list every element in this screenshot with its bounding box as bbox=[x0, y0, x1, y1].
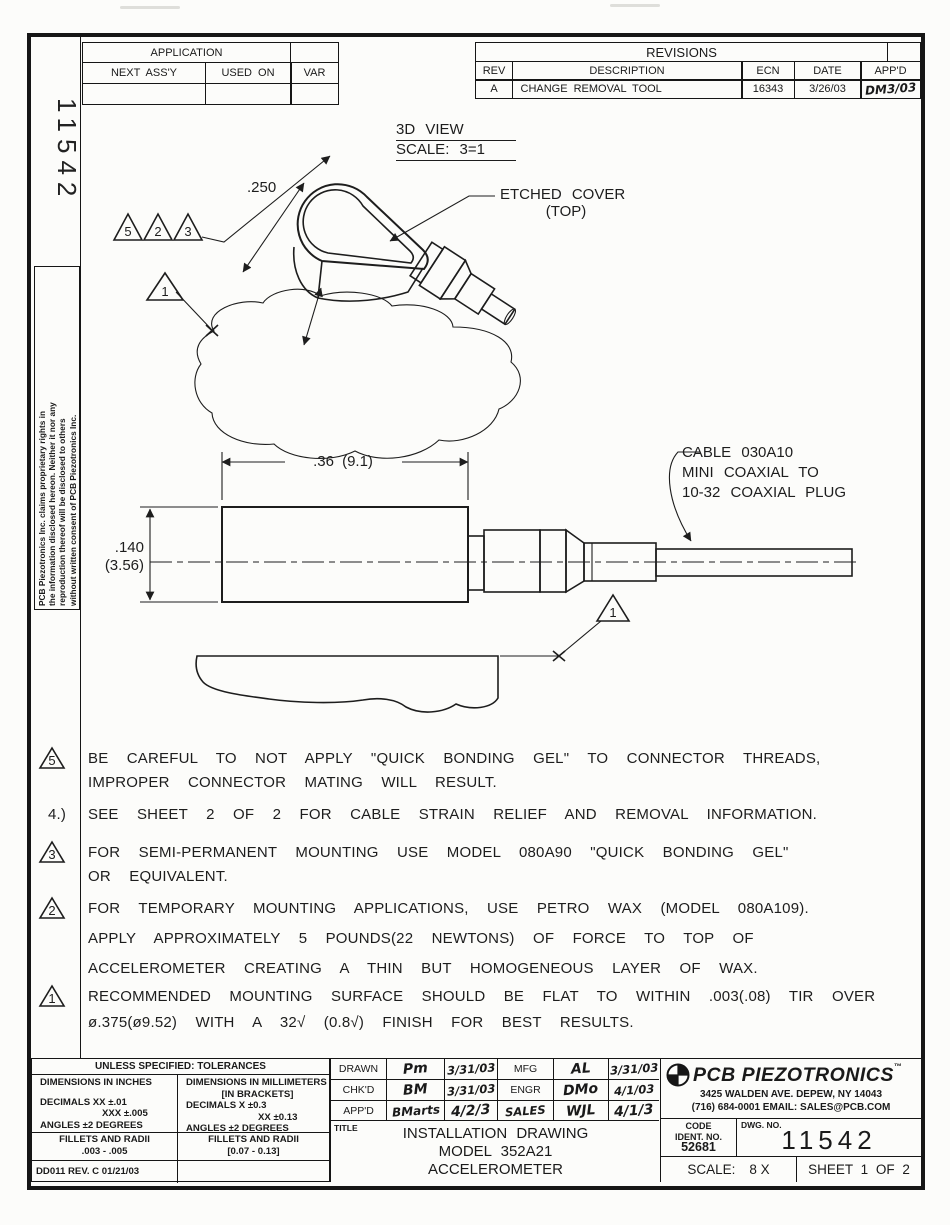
signoff-mfg-label: MFG bbox=[498, 1059, 554, 1080]
flag-number-2: 2 bbox=[154, 224, 162, 239]
note5-line2: IMPROPER CONNECTOR MATING WILL RESULT. bbox=[88, 774, 497, 791]
scale-label: SCALE: bbox=[687, 1162, 736, 1177]
dim-250-line bbox=[243, 183, 304, 272]
signoff-chkd-label: CHK'D bbox=[331, 1080, 387, 1101]
note1-line2: ø.375(ø9.52) WITH A 32√ (0.8√) FINISH FOR BEST RESULTS. bbox=[88, 1014, 634, 1031]
note5-flag-number: 5 bbox=[48, 753, 56, 768]
handwritten-mfg-name: AL bbox=[570, 1060, 592, 1078]
sheet-number: SHEET 1 OF 2 bbox=[808, 1162, 910, 1177]
signoff-mfg-name bbox=[554, 1059, 609, 1080]
3d-view-caption bbox=[396, 121, 516, 161]
mounting-surface-section bbox=[196, 656, 498, 712]
body-side bbox=[222, 507, 468, 602]
handwritten-sales-date: 4/1/3 bbox=[613, 1101, 655, 1120]
note5-flag bbox=[38, 746, 66, 771]
note2-line2: APPLY APPROXIMATELY 5 POUNDS(22 NEWTONS) OF FORCE TO TOP OF bbox=[88, 930, 754, 947]
code-label-2: IDENT. NO. bbox=[674, 1131, 722, 1142]
revision-row-ecn: 16343 bbox=[741, 79, 795, 99]
revisions-col-description: DESCRIPTION bbox=[512, 61, 743, 81]
signoff-sales-date bbox=[609, 1101, 659, 1121]
revision-row-date: 3/26/03 bbox=[794, 79, 862, 99]
handwritten-appd-date: 4/2/3 bbox=[450, 1101, 492, 1120]
proprietary-line: the information disclosed hereon. Neither it nor any bbox=[47, 402, 58, 606]
note4-line1: SEE SHEET 2 OF 2 FOR CABLE STRAIN RELIEF AND REMOVAL INFORMATION. bbox=[88, 806, 818, 823]
note2-flag bbox=[38, 896, 66, 921]
handwritten-engr-name: DMo bbox=[562, 1080, 600, 1100]
dim-36-label: .36 (9.1) bbox=[313, 453, 373, 470]
cable-label-line3: 10-32 COAXIAL PLUG bbox=[682, 484, 847, 501]
code-ident-number: 52681 bbox=[681, 1140, 716, 1154]
handwritten-chkd-name: BM bbox=[402, 1081, 429, 1099]
revisions-col-ecn: ECN bbox=[741, 61, 795, 81]
signoff-drawn-date bbox=[445, 1059, 498, 1080]
tol-inches-fillets1: FILLETS AND RADII bbox=[59, 1134, 150, 1145]
note3-flag-number: 3 bbox=[48, 847, 56, 862]
signoff-appd-name bbox=[387, 1101, 445, 1121]
connector-nut bbox=[484, 530, 540, 592]
proprietary-line: reproduction thereof will be disclosed to others bbox=[57, 418, 68, 606]
signoff-appd-date bbox=[445, 1101, 498, 1121]
connector-knurl bbox=[540, 530, 566, 592]
application-title: APPLICATION bbox=[82, 42, 291, 63]
flag-number-3: 3 bbox=[184, 224, 192, 239]
proprietary-line: without written consent of PCB Piezotronics Inc. bbox=[67, 414, 78, 606]
device-3d-cover-outline bbox=[298, 184, 428, 269]
company-block bbox=[660, 1058, 921, 1118]
title-area bbox=[330, 1122, 660, 1182]
handwritten-sales-name: WJL bbox=[565, 1101, 597, 1120]
signoff-drawn-name bbox=[387, 1059, 445, 1080]
flag-number-5: 5 bbox=[124, 224, 132, 239]
tolerance-doc-number: DD011 REV. C 01/21/03 bbox=[32, 1161, 178, 1183]
mounting-surface-cloud bbox=[195, 289, 520, 458]
tolerance-empty-cell bbox=[178, 1161, 329, 1183]
proprietary-line: PCB Piezotronics Inc. claims proprietary rights in bbox=[37, 410, 47, 606]
3d-view-art bbox=[114, 156, 525, 458]
flag1-leader-3d bbox=[176, 292, 212, 330]
scale-sheet-row bbox=[660, 1156, 921, 1182]
signoff-engr-name bbox=[554, 1080, 609, 1101]
handwritten-rev-appd: DM3/03 bbox=[864, 80, 917, 98]
note5-line1: BE CAREFUL TO NOT APPLY "QUICK BONDING GEL" TO CONNECTOR THREADS, bbox=[88, 750, 821, 767]
etched-cover-label bbox=[500, 186, 632, 220]
tol-inches-l2: XXX ±.005 bbox=[102, 1108, 148, 1119]
dwg-number: 11542 bbox=[781, 1125, 877, 1155]
signoff-chkd-name bbox=[387, 1080, 445, 1101]
handwritten-sales-label: SALES bbox=[504, 1102, 547, 1119]
signoff-appd-label: APP'D bbox=[331, 1101, 387, 1121]
signoff-sales-name bbox=[554, 1101, 609, 1121]
title-label: TITLE bbox=[334, 1123, 358, 1133]
tol-mm-sub: [IN BRACKETS] bbox=[221, 1088, 294, 1100]
pcb-logo-icon bbox=[665, 1062, 691, 1088]
tol-inches-l3: ANGLES ±2 DEGREES bbox=[40, 1119, 143, 1131]
title-line1: INSTALLATION DRAWING bbox=[402, 1125, 589, 1142]
signoff-drawn-label: DRAWN bbox=[331, 1059, 387, 1080]
etched-cover-line1: ETCHED COVER bbox=[500, 186, 626, 203]
cable-label bbox=[682, 443, 846, 503]
signoff-sales-label bbox=[498, 1101, 554, 1121]
company-name: PCB PIEZOTRONICS bbox=[693, 1063, 894, 1086]
signoff-chkd-date bbox=[445, 1080, 498, 1101]
note1-flag-number: 1 bbox=[48, 991, 56, 1006]
signoff-mfg-date bbox=[609, 1059, 659, 1080]
scale-value: 8 X bbox=[749, 1162, 770, 1177]
cable-label-line2: MINI COAXIAL TO bbox=[682, 464, 819, 481]
dim-140-label bbox=[88, 539, 144, 575]
application-col-next-assy: NEXT ASS'Y bbox=[82, 62, 206, 84]
dim-140-line1: .140 bbox=[114, 539, 144, 556]
connector-taper bbox=[566, 530, 584, 592]
dim-250-label: .250 bbox=[247, 179, 277, 196]
force-arrow bbox=[304, 288, 321, 345]
application-col-used-on: USED ON bbox=[205, 62, 292, 84]
revisions-col-date: DATE bbox=[794, 61, 862, 81]
vertical-drawing-number-text: 11542 bbox=[52, 98, 82, 204]
application-col-var: VAR bbox=[290, 62, 339, 84]
revisions-col-rev: REV bbox=[475, 61, 513, 81]
dim-140-extension-lines bbox=[140, 507, 218, 602]
note1-flag bbox=[38, 984, 66, 1009]
tol-mm-fillets1: FILLETS AND RADII bbox=[208, 1134, 299, 1145]
handwritten-engr-date: 4/1/03 bbox=[613, 1081, 655, 1099]
handwritten-drawn-date: 3/31/03 bbox=[446, 1060, 496, 1078]
connector-step bbox=[468, 536, 484, 590]
note4-flag: 4.) bbox=[48, 806, 67, 823]
note1-line1: RECOMMENDED MOUNTING SURFACE SHOULD BE FLAT TO WITHIN .003(.08) TIR OVER bbox=[88, 988, 876, 1005]
tol-mm-l3: ANGLES ±2 DEGREES bbox=[186, 1123, 289, 1134]
handwritten-chkd-date: 3/31/03 bbox=[446, 1081, 496, 1099]
revisions-title: REVISIONS bbox=[475, 42, 888, 62]
tol-mm-title: DIMENSIONS IN MILLIMETERS bbox=[186, 1077, 327, 1088]
title-line3: ACCELEROMETER bbox=[427, 1161, 564, 1178]
note3-line1: FOR SEMI-PERMANENT MOUNTING USE MODEL 080A90 "QUICK BONDING GEL" bbox=[88, 844, 789, 861]
signoff-engr-label: ENGR bbox=[498, 1080, 554, 1101]
tol-inches-fillets2: .003 - .005 bbox=[81, 1146, 128, 1157]
dwg-no-label: DWG. NO. bbox=[741, 1120, 782, 1130]
tolerance-header: UNLESS SPECIFIED: TOLERANCES bbox=[32, 1059, 329, 1075]
tol-inches-l1: DECIMALS XX ±.01 bbox=[40, 1096, 127, 1108]
company-address: 3425 WALDEN AVE. DEPEW, NY 14043 bbox=[699, 1089, 883, 1100]
tol-mm-l2: XX ±0.13 bbox=[258, 1111, 298, 1123]
handwritten-appd-name: BMarts bbox=[391, 1101, 440, 1120]
flag-number-1-3d: 1 bbox=[161, 284, 169, 299]
note2-line3: ACCELEROMETER CREATING A THIN BUT HOMOGENEOUS LAYER OF WAX. bbox=[88, 960, 758, 977]
signoff-grid bbox=[330, 1058, 660, 1122]
handwritten-drawn-name: Pm bbox=[402, 1060, 429, 1078]
code-label-1: CODE bbox=[685, 1121, 712, 1131]
revisions-col-appd: APP'D bbox=[860, 61, 921, 81]
tol-inches-title: DIMENSIONS IN INCHES bbox=[40, 1077, 152, 1088]
dim-140-line2: (3.56) bbox=[104, 557, 144, 574]
etched-cover-line2: (TOP) bbox=[545, 203, 587, 220]
note2-line1: FOR TEMPORARY MOUNTING APPLICATIONS, USE PETRO WAX (MODEL 080A109). bbox=[88, 900, 809, 917]
handwritten-mfg-date: 3/31/03 bbox=[609, 1060, 659, 1078]
ident-row bbox=[660, 1118, 921, 1156]
3d-view-title: 3D VIEW bbox=[396, 121, 516, 141]
tol-mm-l1: DECIMALS X ±0.3 bbox=[186, 1100, 267, 1111]
flags-leader bbox=[202, 156, 330, 242]
tol-mm-fillets2: [0.07 - 0.13] bbox=[227, 1146, 280, 1157]
3d-view-scale: SCALE: 3=1 bbox=[396, 141, 516, 161]
cable-label-line1: CABLE 030A10 bbox=[682, 444, 794, 461]
flag-number-1-side: 1 bbox=[609, 605, 617, 620]
company-phone: (716) 684-0001 EMAIL: SALES@PCB.COM bbox=[691, 1102, 891, 1113]
revision-row-rev: A bbox=[475, 79, 513, 99]
note3-flag bbox=[38, 840, 66, 865]
title-line2: MODEL 352A21 bbox=[438, 1143, 553, 1160]
flag1-leader-side bbox=[500, 621, 601, 656]
note3-line2: OR EQUIVALENT. bbox=[88, 868, 228, 885]
tolerance-block bbox=[31, 1058, 330, 1182]
revision-row-description: CHANGE REMOVAL TOOL bbox=[512, 79, 743, 99]
company-trademark: ™ bbox=[893, 1062, 902, 1071]
signoff-engr-date bbox=[609, 1080, 659, 1101]
note2-flag-number: 2 bbox=[48, 903, 56, 918]
